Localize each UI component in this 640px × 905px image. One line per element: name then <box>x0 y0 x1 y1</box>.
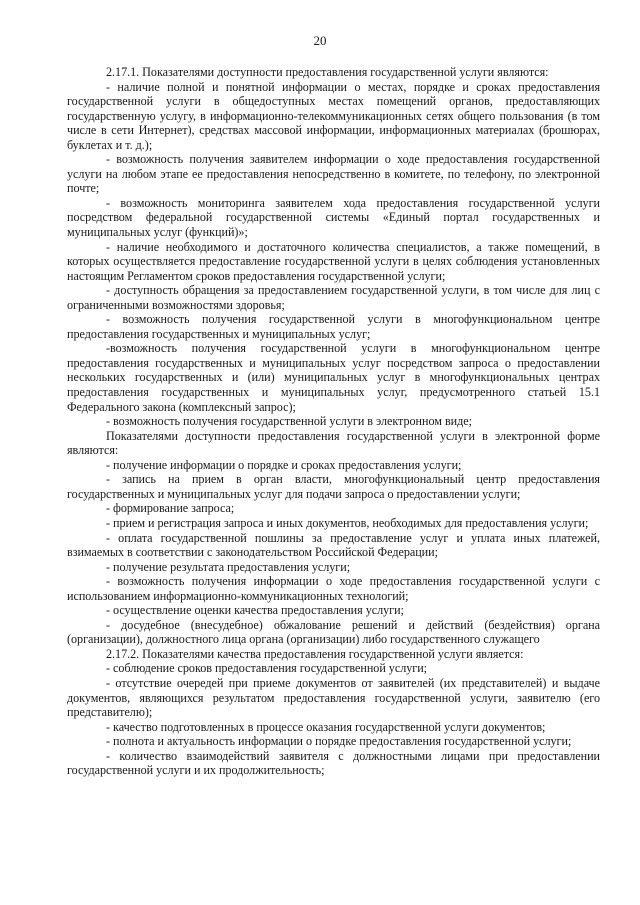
paragraph: - доступность обращения за предоставлением государственной услуги, в том числе для лиц с ограниченными возможностями здоровья; <box>67 283 600 312</box>
paragraph: - наличие полной и понятной информации о местах, порядке и сроках предоставления государственной услуги в общедоступных местах помещений органов, предоставляющих государственную услугу, в информационно-телекоммуникационных сетях общего пользования (в том числе в сети Интернет), средствах массовой информации, информационных материалах (брошюрах, буклетах и т. д.); <box>67 79 600 152</box>
paragraph: - количество взаимодействий заявителя с должностными лицами при предоставлении государственной услуги и их продолжительность; <box>67 748 600 778</box>
paragraph: - оплата государственной пошлины за предоставление услуг и уплата иных платежей, взимаемых в соответствии с законодательством Российской Федерации; <box>67 530 600 560</box>
paragraph: - качество подготовленных в процессе оказания государственной услуги документов; <box>106 719 546 734</box>
paragraph: - полнота и актуальность информации о порядке предоставления государственной услуги; <box>106 734 572 749</box>
paragraph: - возможность получения государственной услуги в электронном виде; <box>106 414 472 429</box>
paragraph: - осуществление оценки качества предоставления услуги; <box>106 603 404 618</box>
paragraph: - возможность получения заявителем информации о ходе предоставления государственной услуги на любом этапе ее предоставления непосредственно в комитете, по телефону, по электронной почте; <box>67 152 600 196</box>
paragraph: - формирование запроса; <box>106 501 235 516</box>
paragraph: - получение результата предоставления услуги; <box>106 559 351 574</box>
paragraph: -возможность получения государственной услуги в многофункциональном центре предоставления государственных и муниципальных услуг посредством запроса о предоставлении нескольких государственных и (или) муниципальных услуг в многофункциональных центрах предоставления государственных и муниципальных услуг, предусмотренного статьей 15.1 Федерального закона (комплексный запрос); <box>67 341 600 414</box>
document-body <box>67 65 600 778</box>
paragraph: - возможность получения государственной услуги в многофункциональном центре предоставления государственных и муниципальных услуг; <box>67 312 600 341</box>
paragraph: - наличие необходимого и достаточного количества специалистов, а также помещений, в которых осуществляется предоставление государственной услуги в целях соблюдения установленных настоящим Регламентом сроков предоставления государственной услуги; <box>67 239 600 283</box>
paragraph: - получение информации о порядке и сроках предоставления услуги; <box>106 457 462 472</box>
page-number: 20 <box>313 33 327 48</box>
paragraph: - отсутствие очередей при приеме документов от заявителей (их представителей) и выдаче документов, являющихся результатом предоставления государственной услуги, заявителю (его представителю); <box>67 675 600 720</box>
paragraph: 2.17.1. Показателями доступности предоставления государственной услуги являются: <box>106 65 549 79</box>
paragraph: - прием и регистрация запроса и иных документов, необходимых для предоставления услуги; <box>106 515 589 530</box>
paragraph: 2.17.2. Показателями качества предоставления государственной услуги является: <box>106 646 524 661</box>
paragraph: - соблюдение сроков предоставления государственной услуги; <box>106 661 428 676</box>
paragraph: Показателями доступности предоставления государственной услуги в электронной форме являются: <box>67 428 600 458</box>
paragraph: - запись на прием в орган власти, многофункциональный центр предоставления государственных и муниципальных услуг для подачи запроса о предоставлении услуги; <box>67 472 600 501</box>
paragraph: - возможность получения информации о ходе предоставления государственной услуги с использованием информационно-коммуникационных технологий; <box>67 574 600 603</box>
paragraph: - досудебное (внесудебное) обжалование решений и действий (бездействия) органа (организации), должностного лица органа (организации) либо государственного служащего <box>67 617 600 647</box>
paragraph: - возможность мониторинга заявителем хода предоставления государственной услуги посредством федеральной государственной системы «Единый портал государственных и муниципальных услуг (функций)»; <box>67 195 600 240</box>
